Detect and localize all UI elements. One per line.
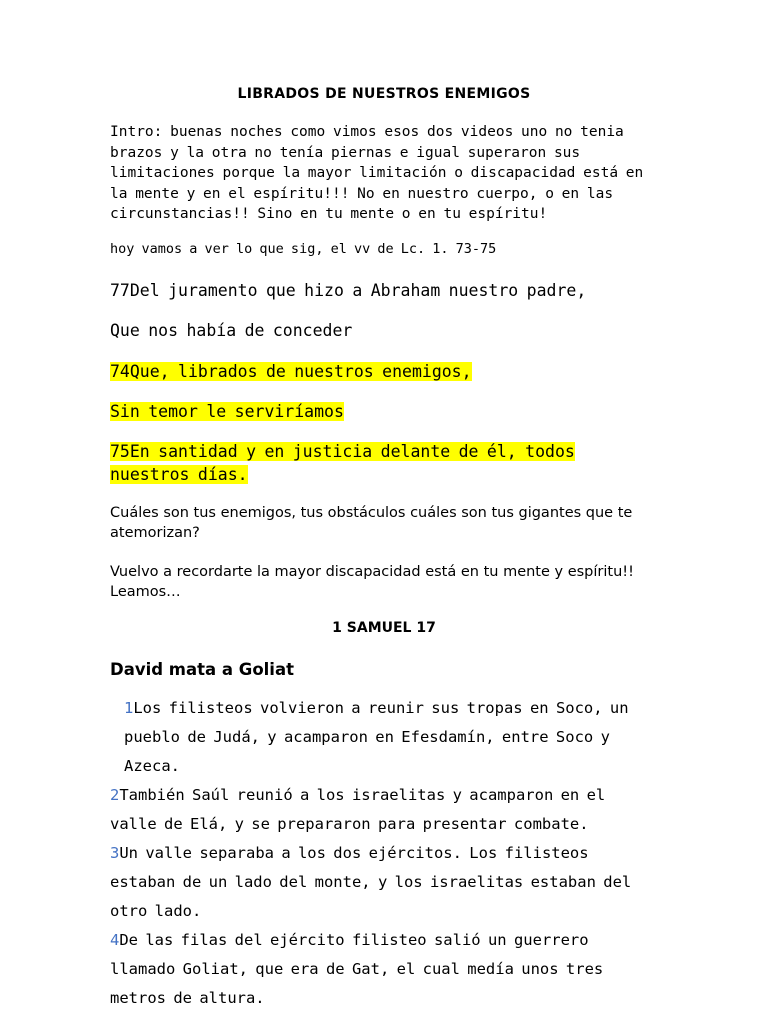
- question-paragraph: Cuáles son tus enemigos, tus obstáculos cuáles son tus gigantes que te atemorizan?: [110, 505, 633, 541]
- passage-heading: David mata a Goliat: [110, 660, 294, 679]
- document-title: LIBRADOS DE NUESTROS ENEMIGOS: [237, 86, 531, 102]
- verse-74: [110, 360, 472, 383]
- verse-77: [110, 279, 586, 302]
- passage-verse-1: [110, 694, 658, 781]
- verse-75: [110, 440, 658, 486]
- verse-body: También Saúl reunió a los israelitas y acamparon en el valle de Elá, y se prepararon para presentar combate.: [110, 786, 606, 833]
- verse-number: 1: [124, 699, 134, 717]
- reminder-paragraph: Vuelvo a recordarte la mayor discapacidad está en tu mente y espíritu!! Leamos…: [110, 564, 634, 600]
- bible-passage: [110, 694, 658, 1013]
- verse-sin-temor: [110, 400, 344, 423]
- intro-paragraph: Intro: buenas noches como vimos esos dos videos uno no tenia brazos y la otra no tenía piernas e igual superaron sus limitaciones porque la mayor limitación o discapacidad está en la mente y en el espíritu!!! No en nuestro cuerpo, o en las circunstancias!! Sino en tu mente o en tu espíritu!: [110, 124, 644, 222]
- highlighted-verse-text: Sin temor le serviríamos: [110, 402, 344, 421]
- passage-verse-4: [110, 926, 658, 1013]
- verse-body: De las filas del ejército filisteo salió un guerrero llamado Goliat, que era de Gat, el cual medía unos tres metros de altura.: [110, 931, 604, 1007]
- reading-intro: hoy vamos a ver lo que sig, el vv de Lc. 1. 73-75: [110, 241, 497, 257]
- passage-verse-2: [110, 781, 658, 839]
- verse-number: 3: [110, 844, 120, 862]
- book-reference: 1 SAMUEL 17: [332, 620, 436, 636]
- verse-text: Que nos había de conceder: [110, 321, 353, 340]
- highlighted-verse-text: 75En santidad y en justicia delante de él, todos nuestros días.: [110, 442, 575, 484]
- verse-number: 4: [110, 931, 120, 949]
- verse-conceder: [110, 319, 352, 342]
- verse-body: Un valle separaba a los dos ejércitos. Los filisteos estaban de un lado del monte, y los israelitas estaban del otro lado.: [110, 844, 632, 920]
- verse-body: Los filisteos volvieron a reunir sus tropas en Soco, un pueblo de Judá, y acamparon en Efesdamín, entre Soco y Azeca.: [124, 699, 629, 775]
- verse-text: 77Del juramento que hizo a Abraham nuestro padre,: [110, 281, 587, 300]
- passage-verse-3: [110, 839, 658, 926]
- verse-number: 2: [110, 786, 120, 804]
- highlighted-verse-text: 74Que, librados de nuestros enemigos,: [110, 362, 472, 381]
